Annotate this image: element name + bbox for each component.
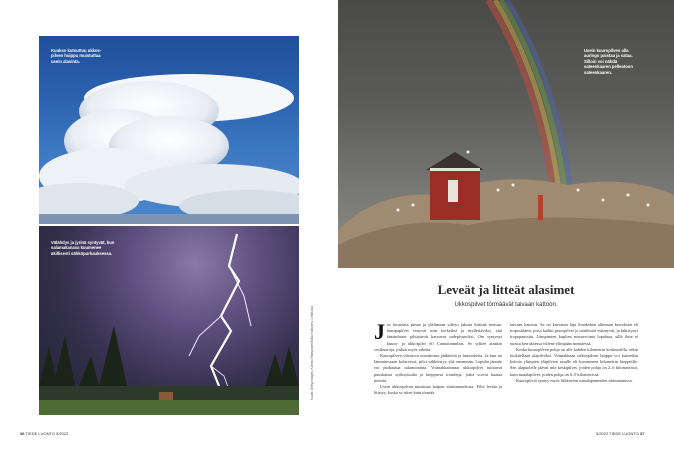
article-column-2: [510, 322, 638, 384]
paragraph-1: [374, 319, 502, 353]
article-column-1: [374, 319, 502, 396]
footer-magazine-left: TIEDE LUONTO 5/2022: [25, 431, 69, 436]
photo-credit: Kuvat: Getty Images, Kimmo Rampanen/Mika Huttunen, Lehtikuva: [310, 306, 314, 400]
page-number-left: 36: [20, 431, 25, 436]
page-number-right: 37: [639, 431, 645, 436]
paragraph-6: Kuuropilviä syntyy myös liikkuvien matalapaineiden säärintamissa.: [516, 377, 633, 383]
caption-cloud: Kuukso kutsuttuu ukkos-pilven huippu muistuttaa usein alasinta.: [51, 48, 102, 64]
paragraph-1-text: os kosteutta piisaa ja ylälimaan viileys jakoaa kirittää nousua, kumpupilvet venyvät niin korkeiksi ja mylleriäviksi, että tämänlaiset pilvipiirrät kasvavat sadepisaroiksi. Om syntynyt kuuro- ja ukkospilvi eli Cumulonimbus. Se sylkee ainakin vesikuuroja, joskus myös rakeita.: [374, 322, 502, 352]
footer-magazine-right: 5/2022 TIEDE LUONTO: [596, 431, 639, 436]
footer-left: [20, 431, 68, 436]
rainbow-photo: [338, 0, 674, 268]
article-headline: Leveät ja litteät alasimet: [437, 282, 575, 297]
paragraph-5: Koska kuuropilven pohja on alle kahden kilometrin korkeudella, sekin luokitellaan alapilveksi. Voimakkaan ukkospilven huippu voi kuitenkin kohota ylimpien yläpilvien tasalle eli kymmenen kilometrin kieppeille. Sen alapuolelle jäävät niin keskipilvet, joiden pohja on 2–6 kilometrissä, kuin matalapilvet, joiden pohja on 6–9 kilometrissä.: [510, 346, 638, 377]
footer-right: [596, 431, 644, 436]
paragraph-4: taivaan kattoon. Se on kasvanut läpi ilmakehän alimman kerroksen eli troposfäärin, jossa kaikki perospilvet ja säätilmiöt esiintyvät, ja kihistynyt tropopaussiin. Lämpimien kuplien nousuvoima lopahtaa, sillä ilma ei tuossa kerroksessa viilene ylimpään mentäessä.: [510, 322, 638, 346]
caption-rainbow: Usein kuuropilven alla auringo paistaa ja sataa. Silloin voi nähdä sateenkaaren pelleatoon sateenkaaren.: [584, 48, 633, 75]
paragraph-3: Usein ukkospilven tunnistaa huipun alasinmuodosta. Pilvi leviää ja litistyy, koska se iskee kuin törmää: [374, 384, 502, 396]
rainbow-cabin-illustration: [338, 0, 674, 268]
dropcap: J: [374, 319, 385, 344]
paragraph-2: Kuuropilven yläosissa muodostuu jääkiteitä ja lumirakeita. Ja kun ne lämmitessaan kolaroivat, pilvi sähköistyy yhä enemmän. Lopulta jännite voi purkautua salamointina. Voimakkaimmat ukkospilvet tuottavat puuskaisia syöksytuulia ja kieppuvia trombeja, jotka voivat kaataa metsää.: [374, 353, 502, 383]
article-subhead: Ukkospilvet törmäävät taivaan kattoon.: [454, 302, 558, 308]
caption-lightning: Välähdys ja jyrinä syntyvät, kun salamakanava kuumenee äkillisesti sähköpurkauksessa.: [51, 240, 115, 256]
